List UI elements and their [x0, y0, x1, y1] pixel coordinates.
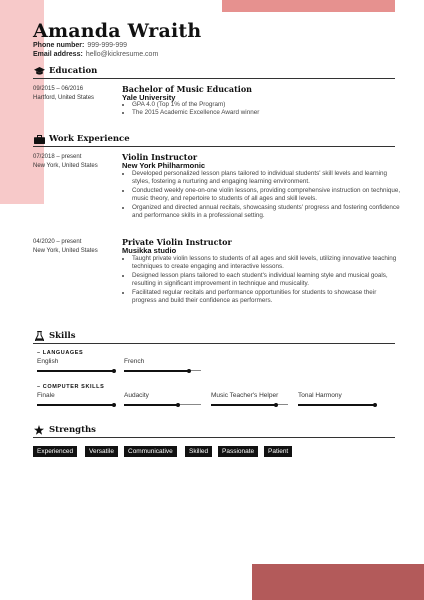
strengths-title: Strengths — [49, 425, 96, 435]
job-1-company: New York Philharmonic — [122, 161, 206, 170]
skill-bar-french — [124, 370, 201, 371]
email-value[interactable]: hello@kickresume.com — [85, 51, 159, 58]
job-1-role: Violin Instructor — [122, 152, 198, 162]
skill-name-french: French — [124, 358, 145, 365]
job-2-company: Musikka studio — [122, 246, 177, 255]
skill-bar-fill — [211, 404, 276, 406]
list-item: • Facilitated regular recitals and performance opportunities for students to showcase their progress and build their confidence as performers. — [132, 289, 402, 306]
graduation-cap-icon — [33, 66, 45, 76]
skill-bar-fill — [124, 370, 189, 372]
phone-line — [33, 42, 127, 49]
skill-level-dot — [112, 403, 116, 407]
strengths-section-header — [33, 425, 395, 438]
education-title: Education — [49, 66, 98, 76]
job-2-location: New York, United States — [33, 248, 98, 254]
bottom-accent-bar — [252, 564, 424, 600]
job-2-bullets — [122, 255, 402, 305]
skill-group-computer: – COMPUTER SKILLS — [37, 384, 105, 390]
strength-tag: Patient — [264, 446, 292, 457]
education-meta — [33, 85, 94, 103]
email-label: Email address: — [33, 51, 83, 58]
list-item: • Organized and directed annual recitals, showcasing students' progress and fostering confidence and performance skills in a professional setting. — [132, 204, 402, 221]
skill-group-languages: – LANGUAGES — [37, 350, 84, 356]
job-2-meta — [33, 238, 98, 256]
strength-tag: Experienced — [33, 446, 77, 457]
skill-level-dot — [112, 369, 116, 373]
email-line — [33, 51, 158, 58]
skill-bar-fill — [37, 404, 114, 406]
skill-name-tonal-harmony: Tonal Harmony — [298, 392, 342, 399]
list-item: • GPA 4.0 (Top 1% of the Program) — [132, 101, 402, 109]
skill-bar-fill — [37, 370, 114, 372]
skill-bar-fill — [124, 404, 178, 406]
skill-level-dot — [373, 403, 377, 407]
skill-level-dot — [274, 403, 278, 407]
phone-value: 999-999-999 — [87, 42, 128, 49]
job-1-meta — [33, 153, 98, 171]
experience-title: Work Experience — [49, 134, 130, 144]
skill-bar-english — [37, 370, 114, 371]
list-item: • The 2015 Academic Excellence Award winner — [132, 109, 402, 117]
skill-name-music-teachers-helper: Music Teacher's Helper — [211, 392, 279, 399]
phone-label: Phone number: — [33, 42, 85, 49]
skill-name-finale: Finale — [37, 392, 55, 399]
education-degree: Bachelor of Music Education — [122, 84, 252, 94]
list-item: • Taught private violin lessons to students of all ages and skill levels, utilizing innovative teaching techniques to create engaging and interactive lessons. — [132, 255, 402, 272]
job-2-role: Private Violin Instructor — [122, 237, 232, 247]
skill-bar-tonal-harmony — [298, 404, 375, 405]
strength-tag: Communicative — [124, 446, 177, 457]
skills-title: Skills — [49, 331, 76, 341]
skill-level-dot — [176, 403, 180, 407]
briefcase-icon — [33, 134, 45, 144]
strength-tag: Skilled — [185, 446, 212, 457]
flask-icon — [33, 331, 45, 341]
education-school: Yale University — [122, 93, 176, 102]
skill-name-audacity: Audacity — [124, 392, 149, 399]
candidate-name: Amanda Wraith — [33, 20, 202, 42]
list-item: • Developed personalized lesson plans tailored to individual students' skill levels and learning styles, fostering a nurturing and engaging learning environment. — [132, 170, 402, 187]
job-2-dates: 04/2020 – present — [33, 239, 82, 245]
strength-tag: Versatile — [85, 446, 118, 457]
skill-bar-music-teachers-helper — [211, 404, 288, 405]
skills-section-header — [33, 331, 395, 344]
skill-bar-finale — [37, 404, 114, 405]
education-location: Hartford, United States — [33, 95, 95, 101]
job-1-dates: 07/2018 – present — [33, 154, 82, 160]
education-bullets — [122, 101, 402, 118]
education-section-header — [33, 66, 395, 79]
list-item: • Designed lesson plans tailored to each student's individual learning style and musical goals, resulting in significant improvement in technique and musicality. — [132, 272, 402, 289]
star-icon — [33, 425, 45, 435]
skill-name-english: English — [37, 358, 59, 365]
job-1-location: New York, United States — [33, 163, 98, 169]
job-1-bullets — [122, 170, 402, 220]
education-dates: 09/2015 – 06/2016 — [33, 86, 84, 92]
top-accent-bar — [222, 0, 395, 12]
skill-bar-fill — [298, 404, 375, 406]
experience-section-header — [33, 134, 395, 147]
list-item: • Conducted weekly one-on-one violin lessons, providing comprehensive instruction on technique, music theory, and repertoire to students of all ages and skill levels. — [132, 187, 402, 204]
skill-bar-audacity — [124, 404, 201, 405]
strength-tag: Passionate — [218, 446, 258, 457]
skill-level-dot — [187, 369, 191, 373]
